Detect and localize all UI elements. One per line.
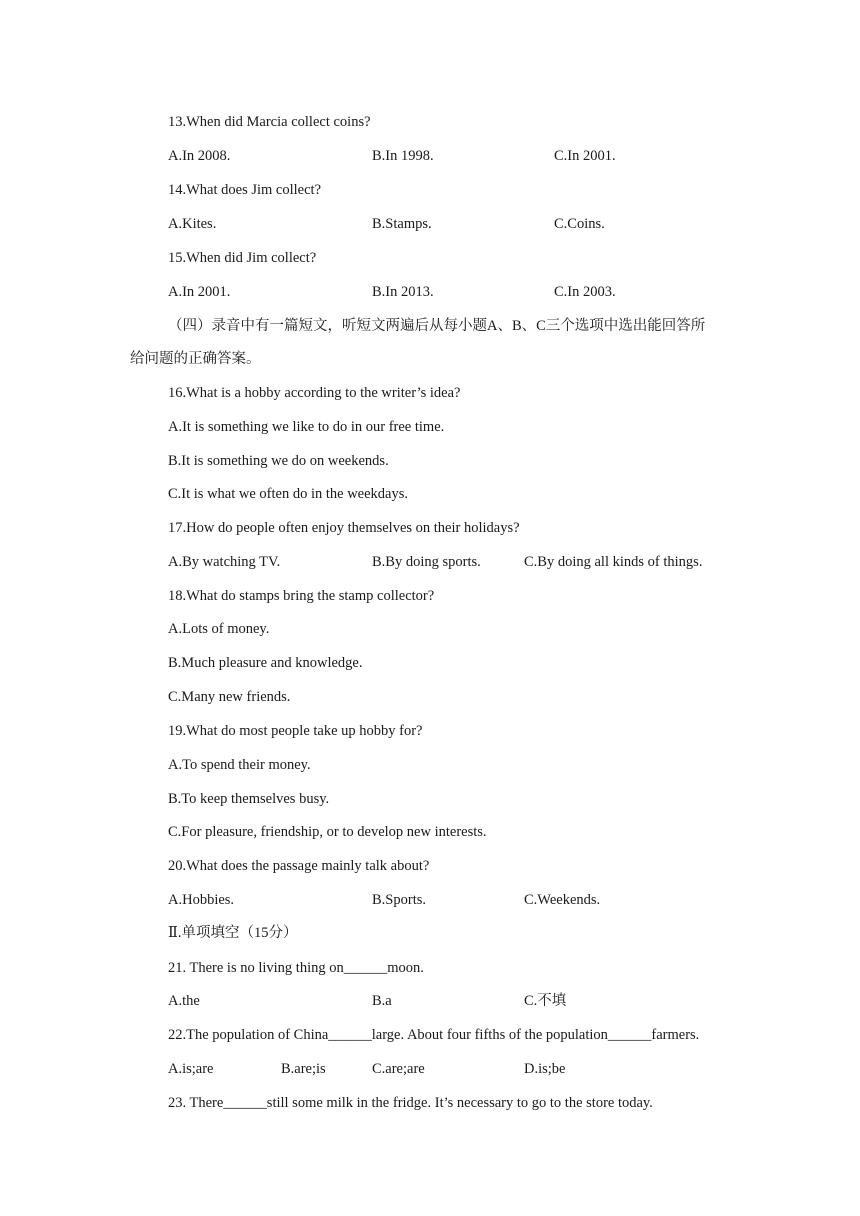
question-16-option-c: C.It is what we often do in the weekdays.	[168, 486, 409, 502]
question-19-option-b: B.To keep themselves busy.	[168, 791, 330, 807]
question-14-stem: 14.What does Jim collect?	[168, 182, 322, 198]
question-20-option-a: A.Hobbies.	[168, 892, 235, 908]
question-15-stem: 15.When did Jim collect?	[168, 250, 317, 266]
question-18-option-b: B.Much pleasure and knowledge.	[168, 655, 363, 671]
question-19-option-a: A.To spend their money.	[168, 757, 311, 773]
question-21-option-c: C.不填	[524, 993, 567, 1009]
question-14-option-c: C.Coins.	[554, 216, 605, 232]
question-22-option-a: A.is;are	[168, 1061, 214, 1077]
question-22-option-b: B.are;is	[281, 1061, 326, 1077]
question-18-option-a: A.Lots of money.	[168, 621, 270, 637]
question-13-option-a: A.In 2008.	[168, 148, 231, 164]
question-20-option-c: C.Weekends.	[524, 892, 601, 908]
section-2-heading: Ⅱ.单项填空（15分）	[168, 925, 298, 941]
question-20-option-b: B.Sports.	[372, 892, 426, 908]
section-4-instruction-line-1: （四）录音中有一篇短文，听短文两遍后从每小题A、B、C三个选项中选出能回答所	[168, 318, 706, 334]
question-22-option-d: D.is;be	[524, 1061, 566, 1077]
question-13-option-b: B.In 1998.	[372, 148, 434, 164]
section-4-instruction-line-2: 给问题的正确答案。	[130, 351, 261, 367]
question-21-stem: 21. There is no living thing on______moon.	[168, 960, 424, 976]
question-15-option-a: A.In 2001.	[168, 284, 231, 300]
question-13-stem: 13.When did Marcia collect coins?	[168, 114, 371, 130]
question-17-option-a: A.By watching TV.	[168, 554, 281, 570]
question-13-option-c: C.In 2001.	[554, 148, 616, 164]
question-21-option-a: A.the	[168, 993, 200, 1009]
question-20-stem: 20.What does the passage mainly talk about?	[168, 858, 430, 874]
question-18-option-c: C.Many new friends.	[168, 689, 291, 705]
question-23-stem: 23. There______still some milk in the fridge. It’s necessary to go to the store today.	[168, 1095, 653, 1111]
question-15-option-c: C.In 2003.	[554, 284, 616, 300]
question-22-stem: 22.The population of China______large. About four fifths of the population______farmers.	[168, 1027, 700, 1043]
question-17-stem: 17.How do people often enjoy themselves on their holidays?	[168, 520, 520, 536]
question-14-option-a: A.Kites.	[168, 216, 217, 232]
question-22-option-c: C.are;are	[372, 1061, 425, 1077]
question-18-stem: 18.What do stamps bring the stamp collector?	[168, 588, 435, 604]
question-19-stem: 19.What do most people take up hobby for?	[168, 723, 423, 739]
question-19-option-c: C.For pleasure, friendship, or to develop new interests.	[168, 824, 487, 840]
question-14-option-b: B.Stamps.	[372, 216, 432, 232]
question-21-option-b: B.a	[372, 993, 392, 1009]
question-15-option-b: B.In 2013.	[372, 284, 434, 300]
question-17-option-b: B.By doing sports.	[372, 554, 481, 570]
question-16-option-a: A.It is something we like to do in our free time.	[168, 419, 445, 435]
question-16-option-b: B.It is something we do on weekends.	[168, 453, 389, 469]
question-17-option-c: C.By doing all kinds of things.	[524, 554, 703, 570]
question-16-stem: 16.What is a hobby according to the writer’s idea?	[168, 385, 461, 401]
